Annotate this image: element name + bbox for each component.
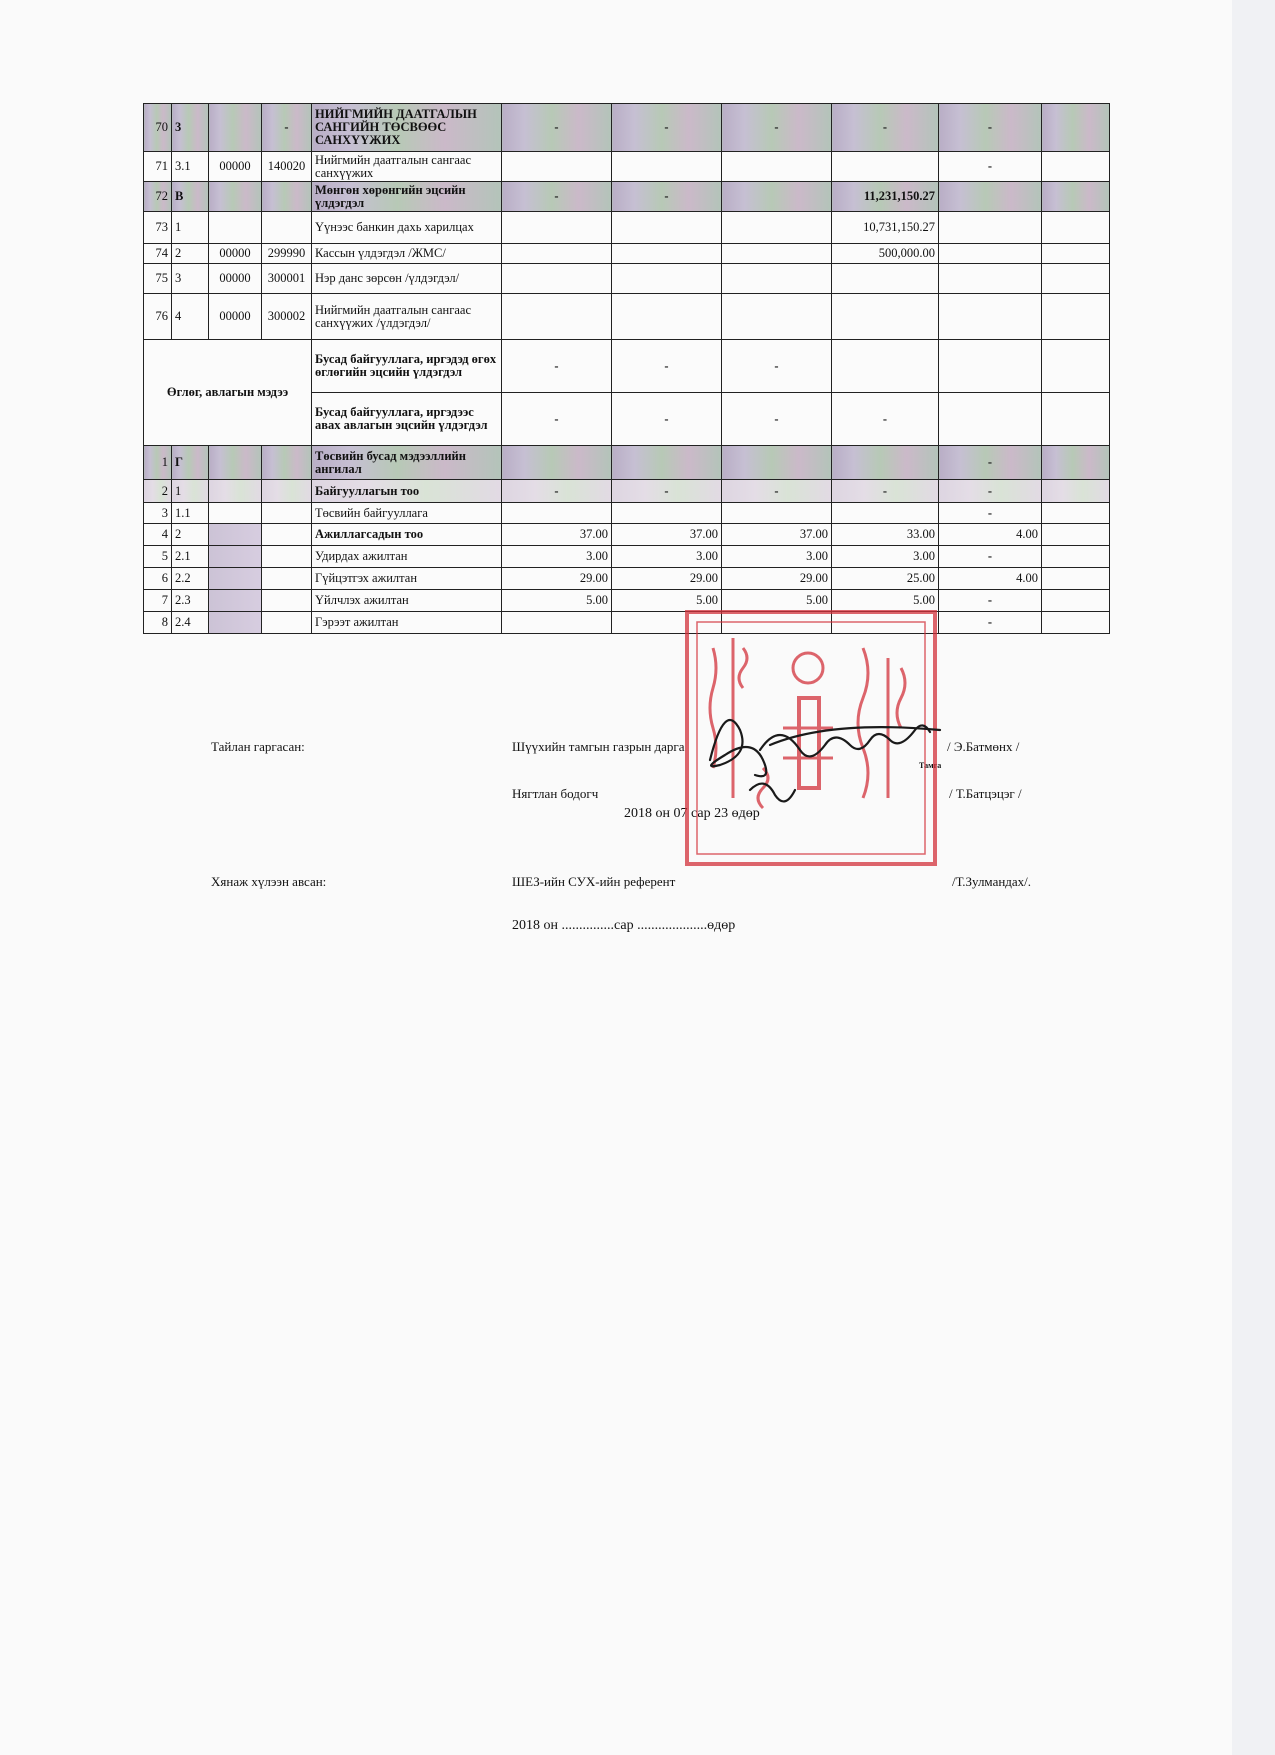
row-name: Үйлчлэх ажилтан xyxy=(312,590,502,612)
value-cell-v4: 5.00 xyxy=(832,590,939,612)
value-cell-v2 xyxy=(612,503,722,524)
value-cell-v4: 10,731,150.27 xyxy=(832,212,939,244)
row-number: 4 xyxy=(144,524,172,546)
code-b: 300002 xyxy=(262,294,312,340)
code-b xyxy=(262,503,312,524)
value-cell-v5: - xyxy=(939,546,1042,568)
value-cell-v5: - xyxy=(939,446,1042,480)
value-cell-v2: 3.00 xyxy=(612,546,722,568)
report-date: 2018 он 07 сар 23 өдөр xyxy=(624,806,760,821)
table-row xyxy=(144,480,1143,503)
value-cell-v1 xyxy=(502,503,612,524)
scanner-edge xyxy=(1232,0,1275,1755)
value-cell-v3 xyxy=(722,244,832,264)
accountant-name: / Т.Батцэцэг / xyxy=(949,786,1022,801)
value-cell-v2: - xyxy=(612,480,722,503)
code-b xyxy=(262,212,312,244)
reviewed-label: Хянаж хүлээн авсан: xyxy=(211,874,327,889)
code-b xyxy=(262,480,312,503)
row-number: 74 xyxy=(144,244,172,264)
value-cell-v4 xyxy=(832,152,939,182)
code-a xyxy=(209,104,262,152)
value-cell-v6 xyxy=(1042,590,1110,612)
value-cell-v4: 500,000.00 xyxy=(832,244,939,264)
code-b xyxy=(262,446,312,480)
row-index: 1.1 xyxy=(172,503,209,524)
value-cell-v5: 4.00 xyxy=(939,524,1042,546)
value-cell-v4 xyxy=(832,340,939,393)
row-index: 2 xyxy=(172,244,209,264)
code-a xyxy=(209,612,262,634)
value-cell-v1 xyxy=(502,264,612,294)
value-cell-v6 xyxy=(1042,446,1110,480)
value-cell-v1 xyxy=(502,212,612,244)
row-index: 2.3 xyxy=(172,590,209,612)
code-b xyxy=(262,182,312,212)
code-b: 299990 xyxy=(262,244,312,264)
value-cell-v4: - xyxy=(832,104,939,152)
referent-name: /Т.Зулмандах/. xyxy=(952,874,1032,889)
table-row xyxy=(144,590,1143,612)
value-cell-v2 xyxy=(612,152,722,182)
row-name: Кассын үлдэгдэл /ЖМС/ xyxy=(312,244,502,264)
row-name: Ажиллагсадын тоо xyxy=(312,524,502,546)
value-cell-v2: 37.00 xyxy=(612,524,722,546)
report-table xyxy=(143,103,1143,634)
row-number: 1 xyxy=(144,446,172,480)
value-cell-v1: - xyxy=(502,480,612,503)
row-index: 1 xyxy=(172,212,209,244)
row-name: Үүнээс банкин дахь харилцах xyxy=(312,212,502,244)
row-name: Нэр данс зөрсөн /үлдэгдэл/ xyxy=(312,264,502,294)
value-cell-v3 xyxy=(722,264,832,294)
referent-title: ШЕЗ-ийн СУХ-ийн референт xyxy=(512,874,676,889)
code-a: 00000 xyxy=(209,244,262,264)
row-number: 5 xyxy=(144,546,172,568)
value-cell-v3: - xyxy=(722,104,832,152)
value-cell-v1 xyxy=(502,294,612,340)
row-name: Нийгмийн даатгалын сангаас санхүүжих xyxy=(312,152,502,182)
review-date: 2018 он ...............сар ....................өдөр xyxy=(512,918,736,933)
value-cell-v6 xyxy=(1042,568,1110,590)
row-name: Удирдах ажилтан xyxy=(312,546,502,568)
code-a xyxy=(209,446,262,480)
value-cell-v5 xyxy=(939,340,1042,393)
value-cell-v3: - xyxy=(722,340,832,393)
value-cell-v1 xyxy=(502,244,612,264)
value-cell-v5 xyxy=(939,393,1042,446)
table-row xyxy=(144,503,1143,524)
value-cell-v1: - xyxy=(502,340,612,393)
code-a xyxy=(209,568,262,590)
code-b xyxy=(262,590,312,612)
value-cell-v2 xyxy=(612,446,722,480)
value-cell-v6 xyxy=(1042,294,1110,340)
value-cell-v4: 33.00 xyxy=(832,524,939,546)
value-cell-v5 xyxy=(939,212,1042,244)
code-a xyxy=(209,546,262,568)
value-cell-v2 xyxy=(612,212,722,244)
value-cell-v5 xyxy=(939,244,1042,264)
value-cell-v4 xyxy=(832,264,939,294)
row-number: 72 xyxy=(144,182,172,212)
row-number: 3 xyxy=(144,503,172,524)
receivables-label: Өглөг, авлагын мэдээ xyxy=(144,340,312,446)
value-cell-v6 xyxy=(1042,503,1110,524)
value-cell-v5: - xyxy=(939,480,1042,503)
table-row xyxy=(144,524,1143,546)
table-row xyxy=(144,546,1143,568)
row-name: Байгууллагын тоо xyxy=(312,480,502,503)
value-cell-v4: 11,231,150.27 xyxy=(832,182,939,212)
row-name: Гүйцэтгэх ажилтан xyxy=(312,568,502,590)
value-cell-v2: - xyxy=(612,104,722,152)
value-cell-v1 xyxy=(502,612,612,634)
code-a: 00000 xyxy=(209,264,262,294)
row-index: 2.1 xyxy=(172,546,209,568)
value-cell-v5 xyxy=(939,294,1042,340)
row-index: 2.4 xyxy=(172,612,209,634)
value-cell-v5 xyxy=(939,182,1042,212)
value-cell-v1 xyxy=(502,152,612,182)
row-number: 71 xyxy=(144,152,172,182)
row-index: В xyxy=(172,182,209,212)
table-row xyxy=(144,244,1143,264)
value-cell-v2 xyxy=(612,264,722,294)
value-cell-v6 xyxy=(1042,104,1110,152)
row-index: 2.2 xyxy=(172,568,209,590)
table-row xyxy=(144,212,1143,244)
value-cell-v3: 5.00 xyxy=(722,590,832,612)
value-cell-v5: 4.00 xyxy=(939,568,1042,590)
code-a: 00000 xyxy=(209,152,262,182)
table-row xyxy=(144,568,1143,590)
code-a xyxy=(209,212,262,244)
value-cell-v4 xyxy=(832,446,939,480)
value-cell-v3 xyxy=(722,212,832,244)
row-number: 76 xyxy=(144,294,172,340)
value-cell-v1 xyxy=(502,446,612,480)
code-a xyxy=(209,524,262,546)
row-name: Бусад байгууллага, иргэдэд өгөх өглөгийн эцсийн үлдэгдэл xyxy=(312,340,502,393)
table-row xyxy=(144,294,1143,340)
value-cell-v1: 5.00 xyxy=(502,590,612,612)
value-cell-v2: - xyxy=(612,393,722,446)
row-index: Г xyxy=(172,446,209,480)
row-name: Төсвийн бусад мэдээллийн ангилал xyxy=(312,446,502,480)
value-cell-v1: 29.00 xyxy=(502,568,612,590)
value-cell-v3: - xyxy=(722,480,832,503)
code-b: - xyxy=(262,104,312,152)
value-cell-v3 xyxy=(722,152,832,182)
value-cell-v1: 3.00 xyxy=(502,546,612,568)
value-cell-v6 xyxy=(1042,393,1110,446)
value-cell-v3: 29.00 xyxy=(722,568,832,590)
code-b xyxy=(262,524,312,546)
table-row xyxy=(144,152,1143,182)
row-name: Мөнгөн хөрөнгийн эцсийн үлдэгдэл xyxy=(312,182,502,212)
value-cell-v5: - xyxy=(939,612,1042,634)
value-cell-v6 xyxy=(1042,212,1110,244)
value-cell-v6 xyxy=(1042,612,1110,634)
row-number: 75 xyxy=(144,264,172,294)
value-cell-v1: - xyxy=(502,104,612,152)
value-cell-v5: - xyxy=(939,152,1042,182)
value-cell-v6 xyxy=(1042,524,1110,546)
row-name: Нийгмийн даатгалын сангаас санхүүжих /үлдэгдэл/ xyxy=(312,294,502,340)
value-cell-v4 xyxy=(832,503,939,524)
row-name: НИЙГМИЙН ДААТГАЛЫН САНГИЙН ТӨСВӨӨС САНХҮҮЖИХ xyxy=(312,104,502,152)
prepared-label: Тайлан гаргасан: xyxy=(211,739,305,754)
code-b xyxy=(262,612,312,634)
value-cell-v1: 37.00 xyxy=(502,524,612,546)
stamp-word: Тамга xyxy=(919,761,942,770)
code-b: 140020 xyxy=(262,152,312,182)
row-name: Төсвийн байгууллага xyxy=(312,503,502,524)
row-number: 70 xyxy=(144,104,172,152)
code-b xyxy=(262,568,312,590)
receivables-row xyxy=(144,340,1143,393)
row-name: Гэрээт ажилтан xyxy=(312,612,502,634)
value-cell-v2: - xyxy=(612,340,722,393)
value-cell-v4: - xyxy=(832,393,939,446)
row-number: 7 xyxy=(144,590,172,612)
value-cell-v4 xyxy=(832,294,939,340)
value-cell-v5: - xyxy=(939,503,1042,524)
value-cell-v5: - xyxy=(939,104,1042,152)
value-cell-v3: 3.00 xyxy=(722,546,832,568)
value-cell-v3: 37.00 xyxy=(722,524,832,546)
value-cell-v4: 3.00 xyxy=(832,546,939,568)
value-cell-v4: - xyxy=(832,480,939,503)
head-name: / Э.Батмөнх / xyxy=(947,739,1020,754)
value-cell-v3: - xyxy=(722,393,832,446)
value-cell-v3 xyxy=(722,446,832,480)
value-cell-v5 xyxy=(939,264,1042,294)
signature-scribble xyxy=(690,690,950,810)
table-row xyxy=(144,182,1143,212)
row-index: 2 xyxy=(172,524,209,546)
row-index: 3 xyxy=(172,264,209,294)
value-cell-v6 xyxy=(1042,340,1110,393)
accountant-title: Нягтлан бодогч xyxy=(512,786,599,801)
row-index: 3 xyxy=(172,104,209,152)
value-cell-v6 xyxy=(1042,264,1110,294)
value-cell-v5: - xyxy=(939,590,1042,612)
head-title: Шүүхийн тамгын газрын дарга xyxy=(512,739,685,754)
code-a xyxy=(209,182,262,212)
value-cell-v1: - xyxy=(502,182,612,212)
code-b xyxy=(262,546,312,568)
value-cell-v2 xyxy=(612,244,722,264)
row-number: 8 xyxy=(144,612,172,634)
table-row xyxy=(144,104,1143,152)
value-cell-v6 xyxy=(1042,152,1110,182)
value-cell-v6 xyxy=(1042,546,1110,568)
value-cell-v2: 5.00 xyxy=(612,590,722,612)
code-b: 300001 xyxy=(262,264,312,294)
row-index: 4 xyxy=(172,294,209,340)
value-cell-v6 xyxy=(1042,244,1110,264)
row-index: 1 xyxy=(172,480,209,503)
table-row xyxy=(144,446,1143,480)
row-number: 6 xyxy=(144,568,172,590)
row-name: Бусад байгууллага, иргэдээс авах авлагын эцсийн үлдэгдэл xyxy=(312,393,502,446)
value-cell-v2 xyxy=(612,294,722,340)
code-a xyxy=(209,480,262,503)
value-cell-v3 xyxy=(722,182,832,212)
value-cell-v3 xyxy=(722,294,832,340)
value-cell-v6 xyxy=(1042,182,1110,212)
code-a: 00000 xyxy=(209,294,262,340)
code-a xyxy=(209,503,262,524)
value-cell-v6 xyxy=(1042,480,1110,503)
value-cell-v1: - xyxy=(502,393,612,446)
value-cell-v4: 25.00 xyxy=(832,568,939,590)
row-index: 3.1 xyxy=(172,152,209,182)
value-cell-v2: 29.00 xyxy=(612,568,722,590)
code-a xyxy=(209,590,262,612)
table-row xyxy=(144,264,1143,294)
row-number: 73 xyxy=(144,212,172,244)
table-row xyxy=(144,612,1143,634)
value-cell-v2: - xyxy=(612,182,722,212)
value-cell-v3 xyxy=(722,503,832,524)
row-number: 2 xyxy=(144,480,172,503)
